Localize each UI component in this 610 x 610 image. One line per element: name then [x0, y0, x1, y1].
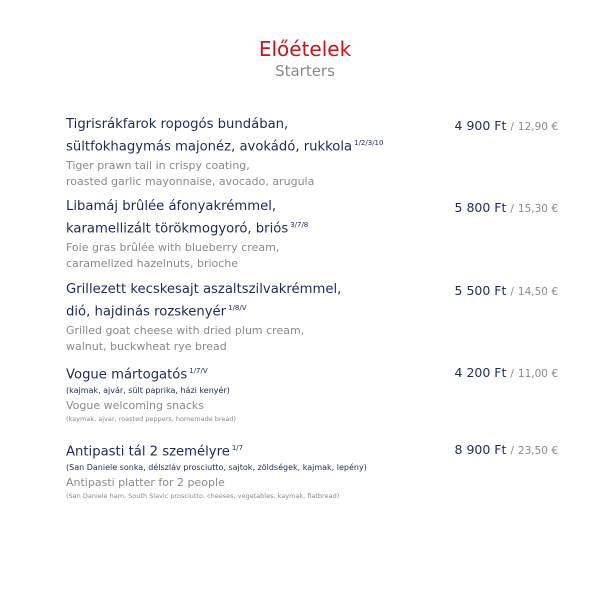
price-separator: /	[510, 368, 514, 380]
price-separator: /	[510, 286, 514, 298]
item-name-hu-line2	[66, 134, 556, 156]
item-name-hu-text: Antipasti tál 2 személyre	[66, 444, 230, 460]
section-title: Előételek	[258, 37, 352, 61]
section-subtitle: Starters	[275, 62, 335, 80]
item-name-hu-line1: Grillezett kecskesajt aszaltszilvakrémmel,	[66, 282, 342, 297]
item-name-hu-line2	[66, 299, 556, 321]
item-name-hu-line1: Tigrisrákfarok ropogós bundában,	[66, 117, 289, 132]
item-name-en-line2: walnut, buckwheat rye bread	[66, 340, 227, 354]
allergen-codes: 3/7/8	[290, 221, 309, 229]
allergen-codes: 1/7	[231, 444, 244, 452]
price-huf: 5 800 Ft	[454, 200, 507, 215]
price-eur: 12,90 €	[517, 121, 558, 133]
item-price	[455, 442, 558, 457]
item-name-en: Antipasti platter for 2 people	[66, 476, 225, 490]
price-eur: 15,30 €	[517, 203, 558, 215]
price-huf: 8 900 Ft	[454, 442, 507, 457]
item-name-hu-text: Vogue mártogatós	[66, 367, 188, 383]
price-separator: /	[510, 121, 514, 133]
price-huf: 4 900 Ft	[454, 118, 507, 133]
price-eur: 11,00 €	[517, 368, 558, 380]
item-name-hu-text: sültfokhagymás majonéz, avokádó, rukkola	[66, 139, 353, 155]
allergen-codes: 1/2/3/10	[354, 139, 384, 147]
price-huf: 5 500 Ft	[454, 283, 507, 298]
item-price	[455, 118, 558, 133]
item-name-en-line1: Foie gras brûlée with blueberry cream,	[66, 241, 280, 255]
item-name-hu-text: karamellizált törökmogyoró, briós	[66, 221, 289, 237]
item-name-en-line2: roasted garlic mayonnaise, avocado, arugula	[66, 175, 315, 189]
price-eur: 23,50 €	[517, 445, 558, 457]
price-separator: /	[510, 203, 514, 215]
item-name-en: Vogue welcoming snacks	[66, 399, 205, 413]
item-description-hu: (kajmak, ajvár, sült paprika, házi kenyér)	[66, 386, 230, 396]
price-eur: 14,50 €	[517, 286, 558, 298]
item-price	[455, 200, 558, 215]
item-price	[455, 283, 558, 298]
item-description-en: (San Daniele ham, South Slavic prosciutto, cheeses, vegetables, kaymak, flatbread)	[66, 492, 340, 501]
allergen-codes: 1/8/V	[228, 304, 247, 312]
item-name-en-line1: Grilled goat cheese with dried plum cream,	[66, 324, 305, 338]
item-description-hu: (San Daniele sonka, délszláv prosciutto, sajtok, zöldségek, kajmak, lepény)	[66, 463, 367, 473]
price-separator: /	[510, 445, 514, 457]
item-name-hu-line1: Libamáj brûlée áfonyakrémmel,	[66, 199, 277, 214]
item-name-hu-text: dió, hajdinás rozskenyér	[66, 304, 227, 320]
item-name-hu-line2	[66, 216, 556, 238]
item-price	[455, 365, 558, 380]
item-name-en-line1: Tiger prawn tail in crispy coating,	[66, 159, 250, 173]
item-description-en: (kaymak, ajvar, roasted peppers, homemade bread)	[66, 415, 237, 424]
allergen-codes: 1/7/V	[189, 367, 208, 375]
price-huf: 4 200 Ft	[454, 365, 507, 380]
item-name-en-line2: caramelized hazelnuts, brioche	[66, 257, 239, 271]
